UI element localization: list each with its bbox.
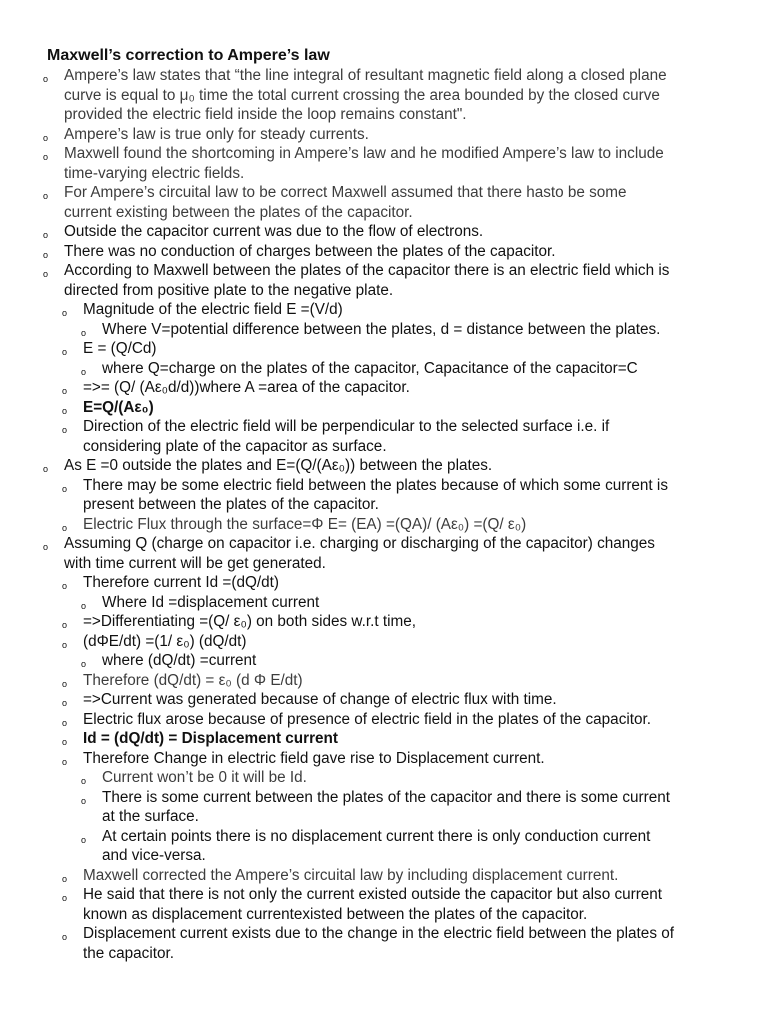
list-item xyxy=(102,788,670,827)
bullet-marker: o xyxy=(62,639,68,650)
list-item xyxy=(102,593,319,613)
list-item-line: Direction of the electric field will be perpendicular to the selected surface i.e. if xyxy=(83,418,610,435)
list-item-line: (dΦE/dt) =(1/ ε₀) (dQ/dt) xyxy=(83,632,247,650)
list-item xyxy=(83,885,662,924)
list-item-line: present between the plates of the capacitor. xyxy=(83,496,379,513)
list-item xyxy=(64,456,492,476)
bullet-marker: o xyxy=(62,893,68,903)
list-item xyxy=(64,183,627,222)
list-item-line: Magnitude of the electric field E =(V/d) xyxy=(83,301,343,318)
bullet-marker: o xyxy=(43,542,49,552)
list-item-line: and vice-versa. xyxy=(102,847,206,864)
list-item-line: =>Current was generated because of change of electric flux with time. xyxy=(83,691,557,708)
list-item-line: Displacement current exists due to the change in the electric field between the plates of xyxy=(83,925,674,942)
list-item-line: Electric Flux through the surface=Φ E= (EA) =(QA)/ (Aε₀) =(Q/ ε₀) xyxy=(83,515,527,533)
bullet-marker: o xyxy=(62,522,68,533)
list-item xyxy=(83,339,157,359)
list-item-line: Maxwell corrected the Ampere’s circuital law by including displacement current. xyxy=(83,866,619,884)
bullet-marker: o xyxy=(62,581,68,591)
list-item-line: E = (Q/Cd) xyxy=(83,340,157,357)
bullet-marker: o xyxy=(43,464,49,474)
bullet-marker: o xyxy=(62,483,68,494)
list-item xyxy=(83,417,609,456)
list-item-line: Therefore Change in electric field gave rise to Displacement current. xyxy=(83,749,545,767)
list-item xyxy=(102,320,660,340)
list-item xyxy=(83,866,618,886)
list-item xyxy=(102,651,256,671)
list-item xyxy=(83,924,674,963)
bullet-marker: o xyxy=(62,932,68,942)
list-item-line: Where Id =displacement current xyxy=(102,593,320,611)
bullet-marker: o xyxy=(62,425,68,435)
list-item-line: considering plate of the capacitor as surface. xyxy=(83,437,387,455)
bullet-marker: o xyxy=(62,873,68,884)
bullet-marker: o xyxy=(62,347,68,357)
list-item-line: directed from positive plate to the negative plate. xyxy=(64,281,394,299)
list-item-line: time-varying electric fields. xyxy=(64,164,245,182)
list-item-line: Ampere’s law states that “the line integral of resultant magnetic field along a closed plane xyxy=(64,67,667,84)
list-item-line: known as displacement currentexisted between the plates of the capacitor. xyxy=(83,905,588,923)
bullet-marker: o xyxy=(43,249,49,260)
list-item-line: For Ampere’s circuital law to be correct Maxwell assumed that there hasto be some xyxy=(64,184,627,201)
list-item-line: Id = (dQ/dt) = Displacement current xyxy=(83,730,338,747)
bullet-marker: o xyxy=(62,698,68,708)
list-item-line: =>Differentiating =(Q/ ε₀) on both sides w.r.t time, xyxy=(83,613,417,630)
bullet-marker: o xyxy=(62,308,68,318)
list-item xyxy=(83,729,338,749)
bullet-marker: o xyxy=(43,132,49,143)
document-title: Maxwell’s correction to Ampere’s law xyxy=(47,47,330,64)
list-item-line: Therefore (dQ/dt) = ε₀ (d Φ E/dt) xyxy=(83,671,303,689)
list-item xyxy=(64,144,664,183)
bullet-marker: o xyxy=(81,659,87,669)
list-item xyxy=(83,476,668,515)
list-item xyxy=(64,261,669,300)
bullet-marker: o xyxy=(62,386,68,396)
list-item xyxy=(64,222,483,242)
bullet-marker: o xyxy=(81,366,87,377)
list-item xyxy=(64,534,655,573)
list-item xyxy=(102,827,650,866)
list-item-line: As E =0 outside the plates and E=(Q/(Aε₀)) between the plates. xyxy=(64,457,493,474)
list-item xyxy=(83,398,154,418)
list-item xyxy=(83,690,557,710)
list-item xyxy=(64,125,369,145)
list-item-line: =>= (Q/ (Aε₀d/d))where A =area of the capacitor. xyxy=(83,379,410,396)
list-item-line: Current won’t be 0 it will be Id. xyxy=(102,769,307,786)
list-item xyxy=(102,768,307,788)
list-item xyxy=(83,573,279,593)
bullet-marker: o xyxy=(62,678,68,689)
list-item-line: curve is equal to μ₀ time the total current crossing the area bounded by the closed curve xyxy=(64,86,660,104)
list-item-line: Ampere’s law is true only for steady currents. xyxy=(64,125,369,143)
list-item-line: There was no conduction of charges between the plates of the capacitor. xyxy=(64,242,556,260)
list-item-line: provided the electric field inside the loop remains constant". xyxy=(64,106,467,123)
list-item xyxy=(83,710,651,730)
bullet-marker: o xyxy=(43,152,49,162)
list-item-line: where Q=charge on the plates of the capacitor, Capacitance of the capacitor=C xyxy=(102,359,638,377)
list-item xyxy=(64,242,556,262)
bullet-marker: o xyxy=(43,191,49,201)
list-item-line: Where V=potential difference between the plates, d = distance between the plates. xyxy=(102,320,661,338)
list-item-line: where (dQ/dt) =current xyxy=(102,652,257,669)
list-item-line: There is some current between the plates of the capacitor and there is some current xyxy=(102,788,670,806)
bullet-marker: o xyxy=(62,756,68,767)
bullet-marker: o xyxy=(43,269,49,279)
list-item xyxy=(83,632,247,652)
list-item-line: Outside the capacitor current was due to the flow of electrons. xyxy=(64,223,484,240)
list-item-line: Assuming Q (charge on capacitor i.e. charging or discharging of the capacitor) changes xyxy=(64,535,655,552)
list-item xyxy=(102,359,638,379)
bullet-marker: o xyxy=(43,230,49,240)
list-item-line: at the surface. xyxy=(102,808,199,825)
list-item xyxy=(83,515,526,535)
list-item-line: with time current will be get generated. xyxy=(64,554,326,572)
bullet-marker: o xyxy=(81,776,87,786)
bullet-marker: o xyxy=(81,795,87,806)
bullet-marker: o xyxy=(43,74,49,84)
bullet-marker: o xyxy=(81,600,87,611)
list-item-line: the capacitor. xyxy=(83,944,174,962)
list-item-line: current existing between the plates of the capacitor. xyxy=(64,203,413,221)
list-item xyxy=(83,749,545,769)
bullet-marker: o xyxy=(62,717,68,728)
bullet-marker: o xyxy=(62,737,68,747)
list-item-line: He said that there is not only the current existed outside the capacitor but also current xyxy=(83,886,663,903)
bullet-marker: o xyxy=(62,405,68,416)
list-item xyxy=(64,66,667,125)
list-item-line: E=Q/(Aε₀) xyxy=(83,398,154,416)
bullet-marker: o xyxy=(81,834,87,845)
list-item xyxy=(83,612,416,632)
list-item xyxy=(83,671,303,691)
list-item-line: There may be some electric field between the plates because of which some current is xyxy=(83,476,668,494)
list-item-line: Maxwell found the shortcoming in Ampere’s law and he modified Ampere’s law to include xyxy=(64,145,664,162)
bullet-marker: o xyxy=(62,620,68,630)
bullet-marker: o xyxy=(81,327,87,338)
list-item-line: At certain points there is no displacement current there is only conduction current xyxy=(102,827,651,845)
list-item xyxy=(83,378,410,398)
list-item-line: According to Maxwell between the plates of the capacitor there is an electric field which is xyxy=(64,262,670,279)
list-item-line: Electric flux arose because of presence of electric field in the plates of the capacitor. xyxy=(83,710,651,728)
list-item xyxy=(83,300,343,320)
list-item-line: Therefore current Id =(dQ/dt) xyxy=(83,574,279,591)
